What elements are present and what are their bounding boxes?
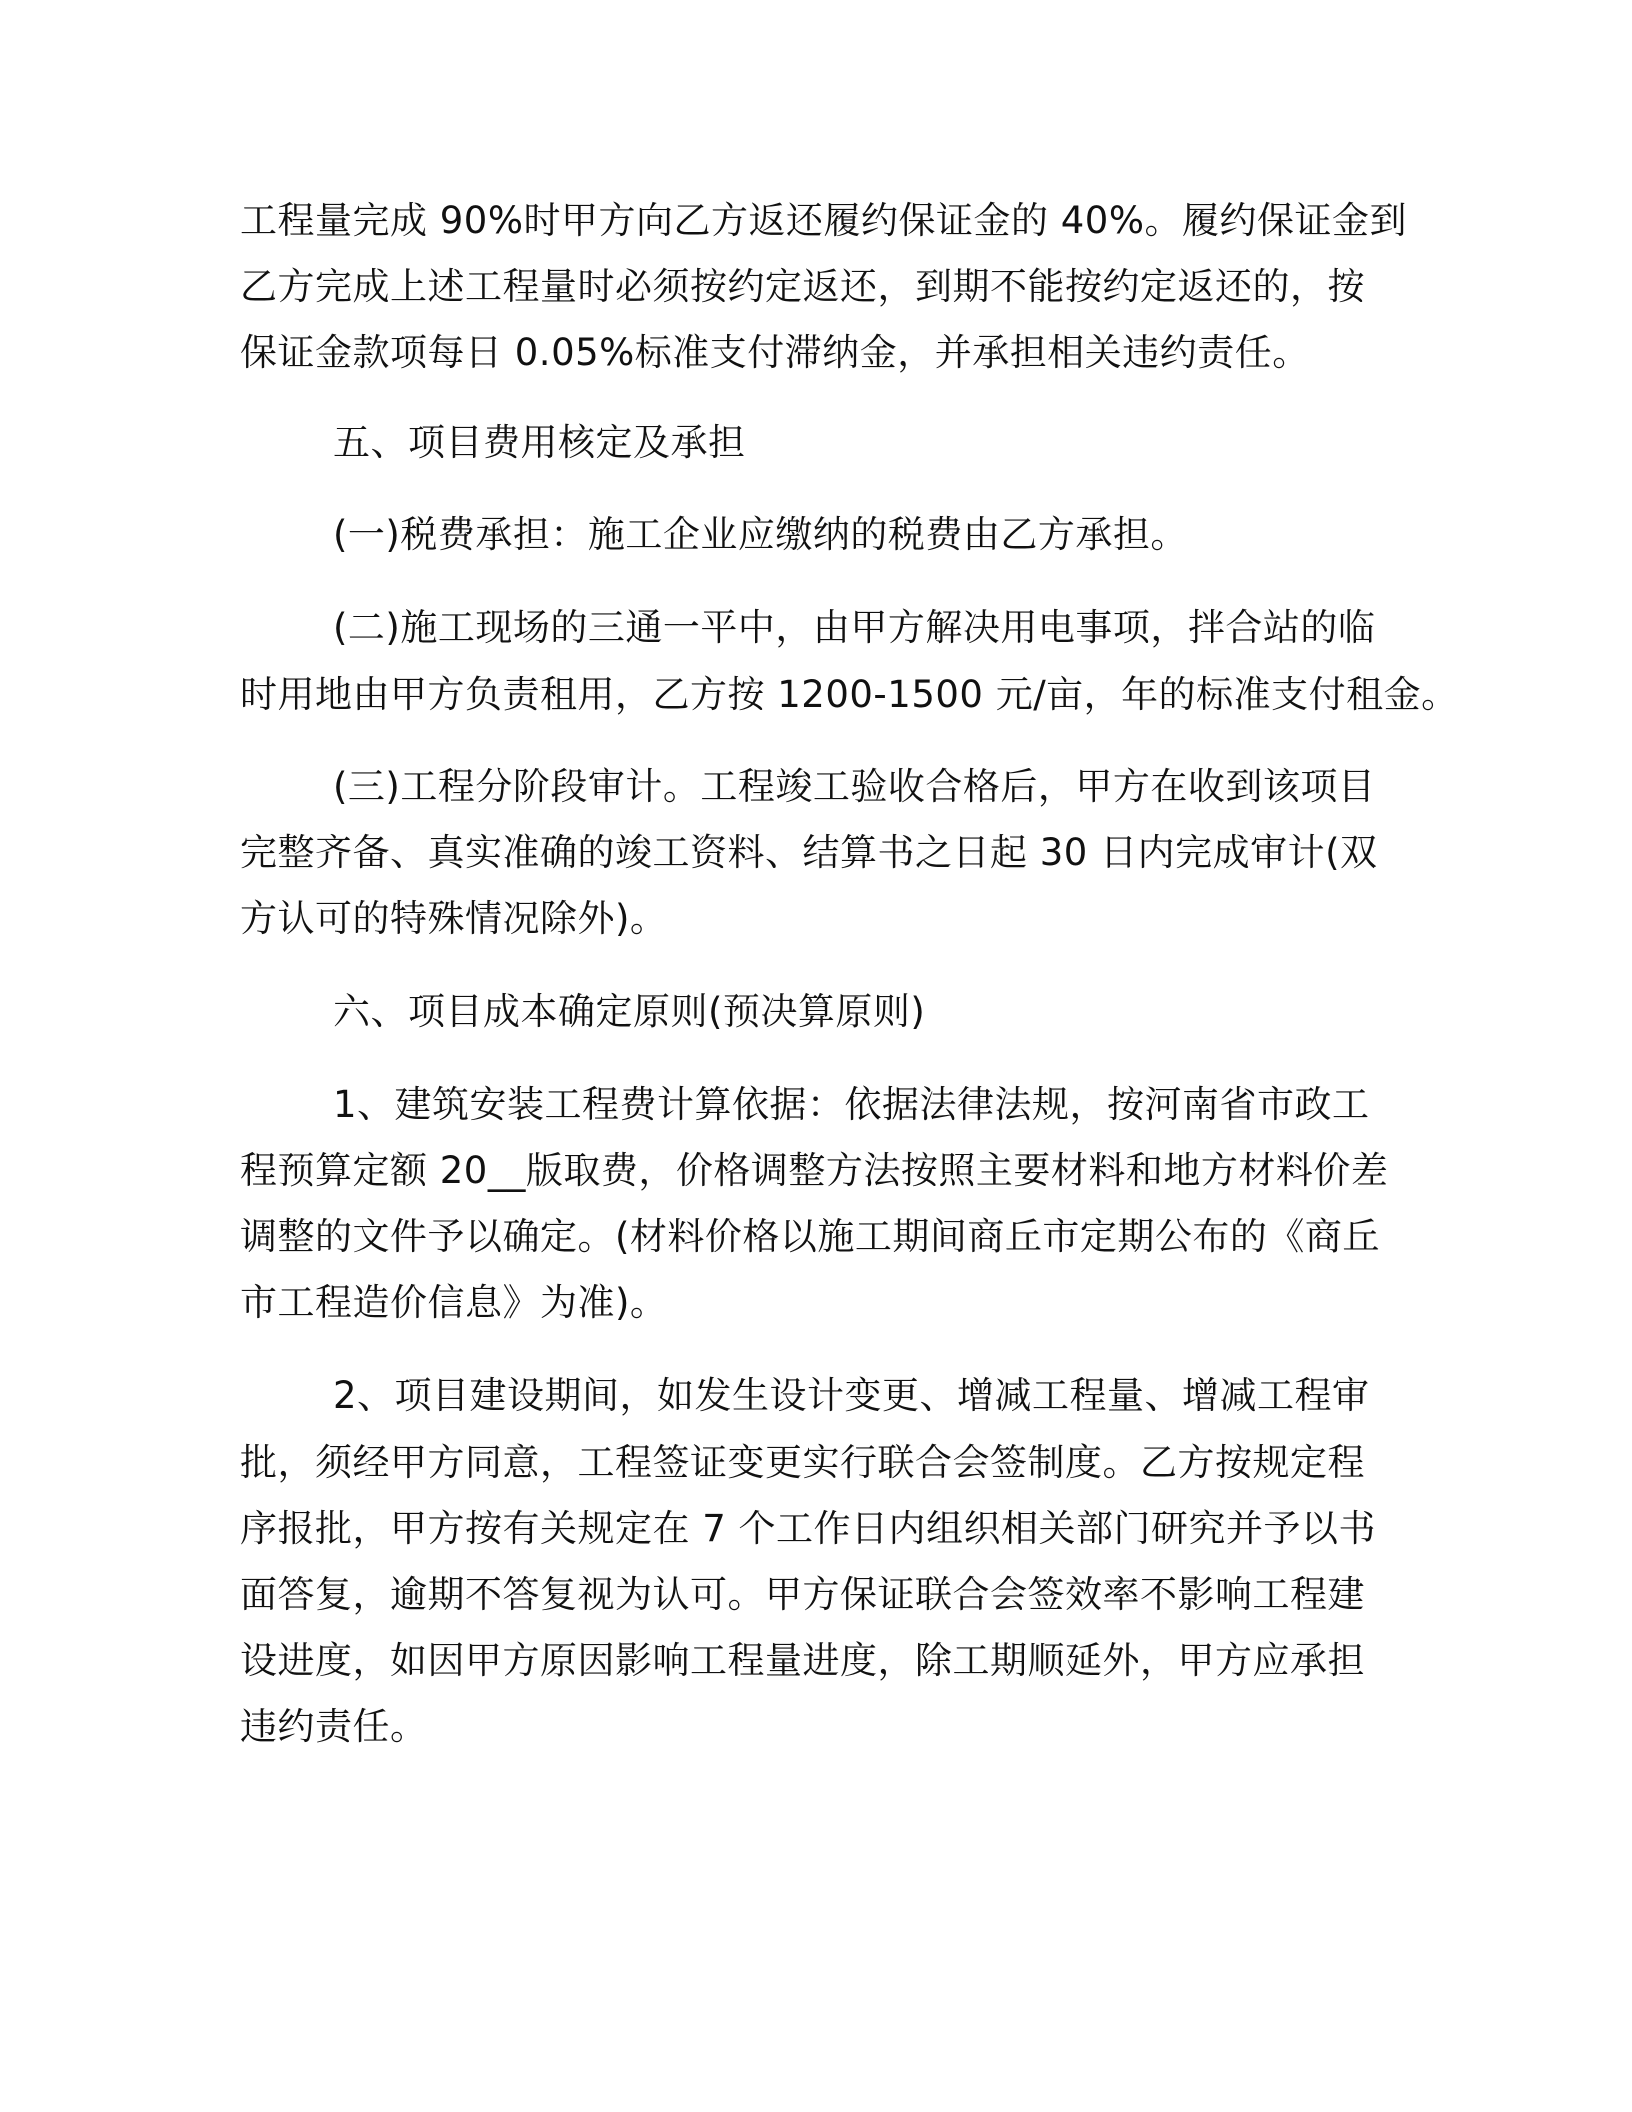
paragraph-line: 2、项目建设期间，如发生设计变更、增减工程量、增减工程审 <box>333 1374 1370 1417</box>
paragraph-line: 方认可的特殊情况除外)。 <box>240 897 668 940</box>
paragraph-line: 完整齐备、真实准确的竣工资料、结算书之日起 30 日内完成审计(双 <box>240 831 1378 874</box>
paragraph-line: 市工程造价信息》为准)。 <box>240 1281 668 1324</box>
paragraph-line: 1、建筑安装工程费计算依据：依据法律法规，按河南省市政工 <box>333 1083 1370 1126</box>
section-heading: 五、项目费用核定及承担 <box>333 421 746 464</box>
paragraph-line: 时用地由甲方负责租用，乙方按 1200-1500 元/亩，年的标准支付租金。 <box>240 673 1459 716</box>
paragraph-line: 设进度，如因甲方原因影响工程量进度，除工期顺延外，甲方应承担 <box>240 1639 1365 1682</box>
section-heading: 六、项目成本确定原则(预决算原则) <box>333 990 926 1033</box>
paragraph-line: (三)工程分阶段审计。工程竣工验收合格后，甲方在收到该项目 <box>333 765 1376 808</box>
paragraph-line: 保证金款项每日 0.05%标准支付滞纳金，并承担相关违约责任。 <box>240 331 1310 374</box>
paragraph-line: (一)税费承担：施工企业应缴纳的税费由乙方承担。 <box>333 513 1188 556</box>
paragraph-line: 调整的文件予以确定。(材料价格以施工期间商丘市定期公布的《商丘 <box>240 1215 1380 1258</box>
paragraph-line: (二)施工现场的三通一平中，由甲方解决用电事项，拌合站的临 <box>333 606 1376 649</box>
paragraph-line: 工程量完成 90%时甲方向乙方返还履约保证金的 40%。履约保证金到 <box>240 199 1407 242</box>
paragraph-line: 违约责任。 <box>240 1705 428 1748</box>
paragraph-line: 乙方完成上述工程量时必须按约定返还，到期不能按约定返还的，按 <box>240 265 1365 308</box>
paragraph-line: 批，须经甲方同意，工程签证变更实行联合会签制度。乙方按规定程 <box>240 1441 1365 1484</box>
paragraph-line: 序报批，甲方按有关规定在 7 个工作日内组织相关部门研究并予以书 <box>240 1507 1377 1550</box>
paragraph-line: 程预算定额 20__版取费，价格调整方法按照主要材料和地方材料价差 <box>240 1149 1389 1192</box>
paragraph-line: 面答复，逾期不答复视为认可。甲方保证联合会签效率不影响工程建 <box>240 1573 1365 1616</box>
